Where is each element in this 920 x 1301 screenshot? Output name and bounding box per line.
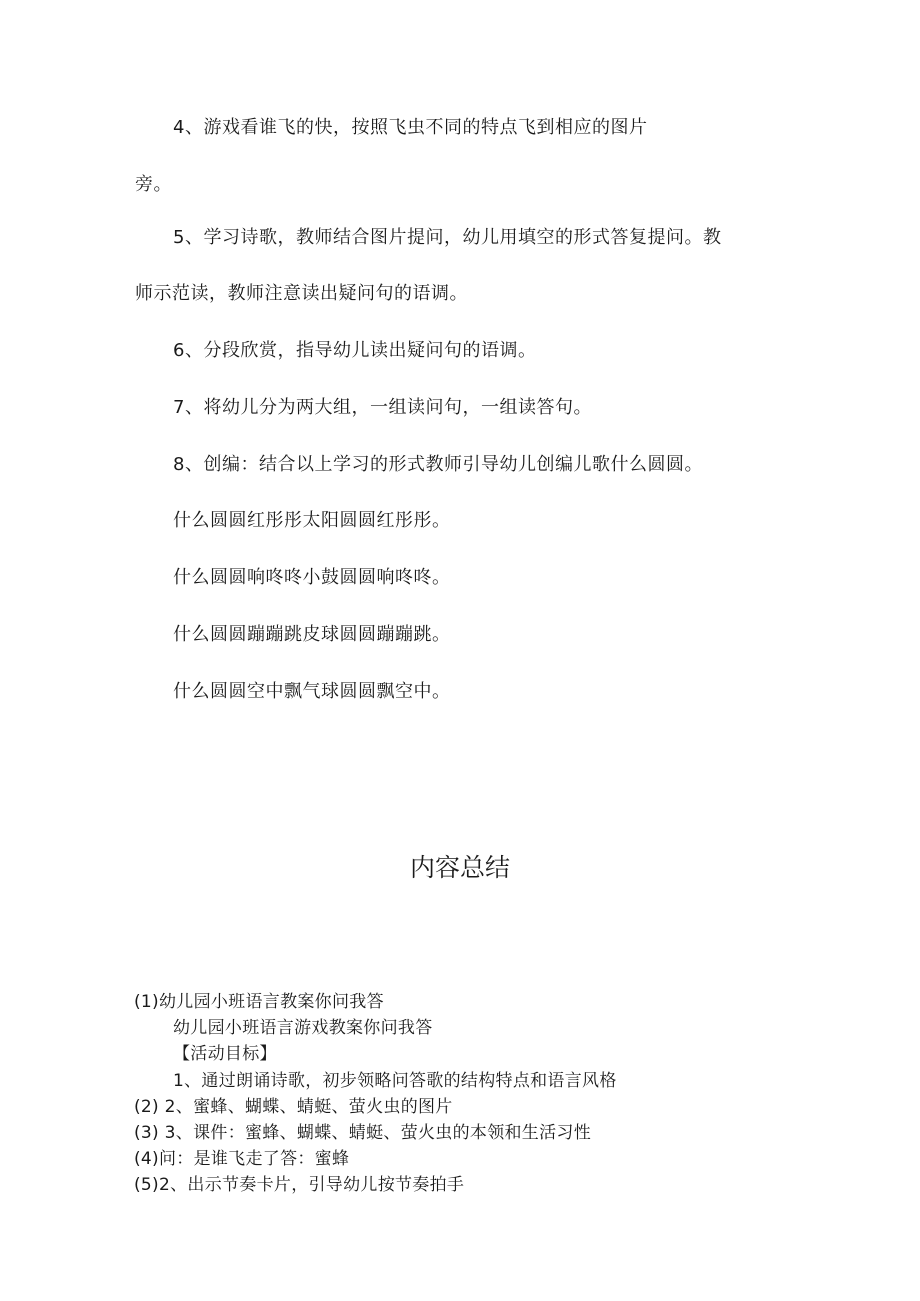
summary-item: (1)幼儿园小班语言教案你问我答 [134,992,384,1012]
summary-item: (5)2、出示节奏卡片，引导幼儿按节奏拍手 [134,1175,465,1195]
paragraph-6: 6、分段欣赏，指导幼儿读出疑问句的语调。 [173,340,537,361]
paragraph-5-line-1: 5、学习诗歌，教师结合图片提问，幼儿用填空的形式答复提问。教 [173,227,722,248]
paragraph-7: 7、将幼儿分为两大组，一组读问句，一组读答句。 [173,397,592,418]
paragraph-4-line-1: 4、游戏看谁飞的快，按照飞虫不同的特点飞到相应的图片 [173,117,648,138]
summary-item: 【活动目标】 [173,1044,277,1064]
verse-line: 什么圆圆空中飘气球圆圆飘空中。 [173,681,451,702]
summary-item: 1、通过朗诵诗歌，初步领略问答歌的结构特点和语言风格 [173,1071,617,1091]
verse-line: 什么圆圆响咚咚小鼓圆圆响咚咚。 [173,567,451,588]
summary-item: (4)问：是谁飞走了答：蜜蜂 [134,1149,350,1169]
paragraph-5-line-2: 师示范读，教师注意读出疑问句的语调。 [135,283,468,304]
summary-item: 幼儿园小班语言游戏教案你问我答 [173,1018,433,1038]
summary-item: (2) 2、蜜蜂、蝴蝶、蜻蜓、萤火虫的图片 [134,1097,453,1117]
paragraph-4-line-2: 旁。 [135,174,172,195]
paragraph-8: 8、创编：结合以上学习的形式教师引导幼儿创编儿歌什么圆圆。 [173,454,703,475]
summary-item: (3) 3、课件：蜜蜂、蝴蝶、蜻蜓、萤火虫的本领和生活习性 [134,1123,591,1143]
verse-line: 什么圆圆红彤彤太阳圆圆红彤彤。 [173,510,451,531]
summary-title: 内容总结 [409,854,510,882]
verse-line: 什么圆圆蹦蹦跳皮球圆圆蹦蹦跳。 [173,624,451,645]
